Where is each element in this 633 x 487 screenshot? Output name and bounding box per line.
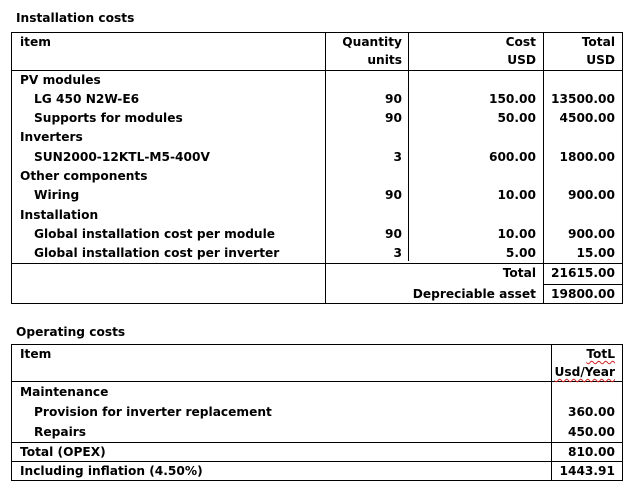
operating-header-unit (552, 364, 615, 380)
operating-row-value: 360.00 (567, 405, 615, 419)
header-quantity: Quantity (342, 35, 402, 49)
row-cost: 150.00 (488, 92, 536, 106)
operating-costs-title: Operating costs (16, 325, 126, 339)
header-quantity-units: units (367, 53, 402, 67)
row-total: 15.00 (576, 246, 615, 260)
depreciable-asset-label: Depreciable asset (412, 287, 536, 301)
row-cost: 5.00 (505, 246, 536, 260)
installation-total-rule (543, 284, 623, 285)
row-cost: 10.00 (497, 227, 536, 241)
row-quantity: 90 (385, 188, 402, 202)
row-label: LG 450 N2W-E6 (34, 92, 140, 106)
row-total: 1800.00 (559, 150, 615, 164)
row-quantity: 90 (385, 111, 402, 125)
header-total: Total (581, 35, 615, 49)
header-total-usd: USD (586, 53, 615, 67)
row-quantity: 3 (393, 246, 402, 260)
total-value: 21615.00 (551, 266, 615, 280)
row-label: Global installation cost per inverter (34, 246, 280, 260)
opex-total-label: Total (OPEX) (20, 445, 106, 459)
row-total: 4500.00 (559, 111, 615, 125)
row-label: SUN2000-12KTL-M5-400V (34, 150, 210, 164)
operating-header-unit-text: Usd/Year (554, 365, 615, 379)
operating-body-rule (11, 442, 623, 443)
row-cost: 10.00 (497, 188, 536, 202)
row-label: Inverters (20, 130, 83, 144)
installation-header-rule (11, 70, 623, 71)
header-cost: Cost (505, 35, 536, 49)
row-total: 900.00 (567, 227, 615, 241)
operating-row-label: Provision for inverter replacement (34, 405, 272, 419)
row-label: PV modules (20, 73, 101, 87)
depreciable-asset-value: 19800.00 (551, 287, 615, 301)
row-label: Installation (20, 208, 99, 222)
header-item: item (20, 35, 51, 49)
operating-header-rule (11, 381, 623, 382)
header-cost-usd: USD (507, 53, 536, 67)
operating-header-total-text: TotL (586, 347, 615, 361)
row-label: Wiring (34, 188, 80, 202)
installation-costs-title: Installation costs (16, 11, 135, 25)
row-label: Supports for modules (34, 111, 183, 125)
row-quantity: 90 (385, 92, 402, 106)
row-quantity: 90 (385, 227, 402, 241)
row-total: 900.00 (567, 188, 615, 202)
row-label: Other components (20, 169, 148, 183)
row-label: Global installation cost per module (34, 227, 276, 241)
operating-total-rule (11, 461, 623, 462)
operating-header-item: Item (20, 347, 52, 361)
installation-col-divider (408, 32, 409, 261)
row-quantity: 3 (393, 150, 402, 164)
operating-row-value: 450.00 (567, 425, 615, 439)
operating-row-label: Repairs (34, 425, 87, 439)
inflation-value: 1443.91 (559, 464, 615, 478)
row-cost: 50.00 (497, 111, 536, 125)
row-cost: 600.00 (488, 150, 536, 164)
total-label: Total (502, 266, 536, 280)
operating-header-total (552, 346, 615, 362)
installation-body-rule (11, 263, 623, 264)
inflation-label: Including inflation (4.50%) (20, 464, 203, 478)
row-total: 13500.00 (551, 92, 615, 106)
operating-row-label: Maintenance (20, 385, 109, 399)
opex-total-value: 810.00 (567, 445, 615, 459)
